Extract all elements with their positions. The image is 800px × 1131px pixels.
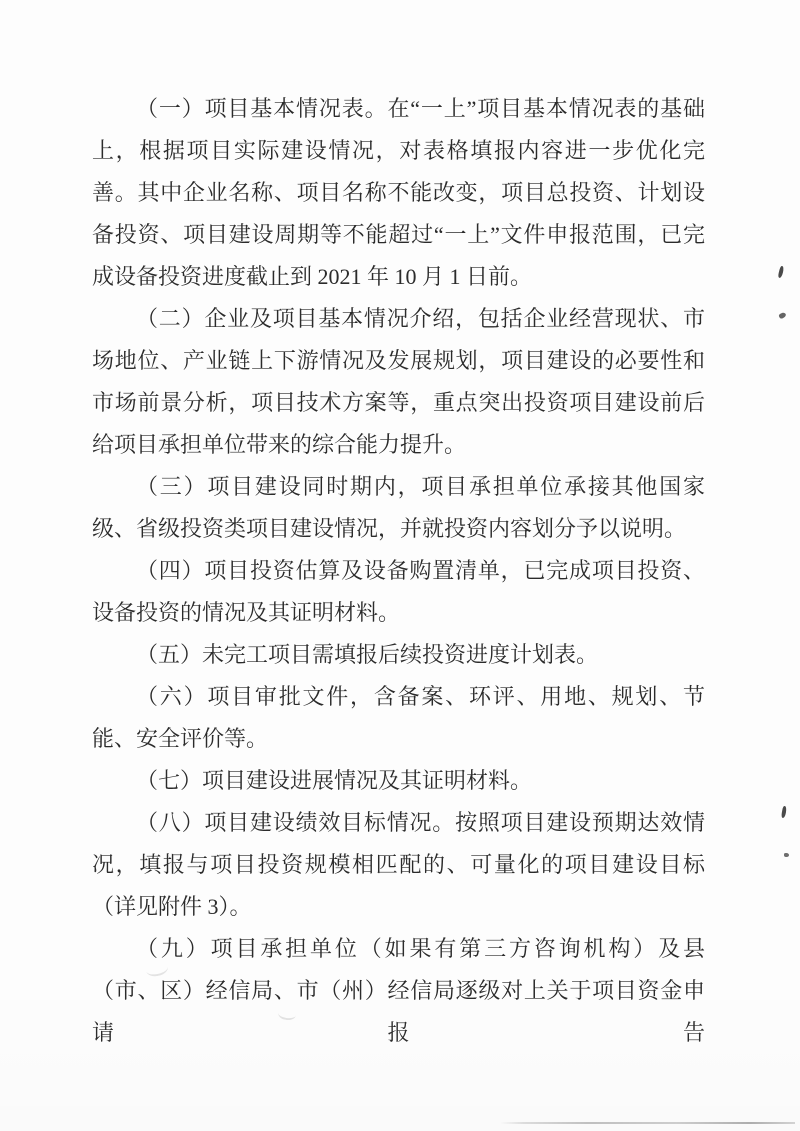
paragraph-item-8: （八）项目建设绩效目标情况。按照项目建设预期达效情况，填报与项目投资规模相匹配的、可量化的项目建设目标（详见附件 3）。	[92, 810, 705, 919]
paragraph-item-2: （二）企业及项目基本情况介绍，包括企业经营现状、市场地位、产业链上下游情况及发展规划，项目建设的必要性和市场前景分析，项目技术方案等，重点突出投资项目建设前后给项目承担单位带来的综合能力提升。	[92, 306, 705, 457]
ink-speck	[778, 312, 787, 320]
paragraph-item-5: （五）未完工项目需填报后续投资进度计划表。	[136, 642, 599, 667]
paragraph-item-7: （七）项目建设进展情况及其证明材料。	[136, 768, 533, 793]
scan-artifact-line	[500, 1122, 795, 1124]
paragraph-item-6: （六）项目审批文件，含备案、环评、用地、规划、节能、安全评价等。	[92, 684, 705, 751]
ink-speck	[781, 806, 787, 819]
ink-speck	[784, 853, 789, 857]
paragraph-item-3: （三）项目建设同时期内，项目承担单位承接其他国家级、省级投资类项目建设情况，并就投资内容划分予以说明。	[92, 474, 705, 541]
paragraph-item-9: （九）项目承担单位（如果有第三方咨询机构）及县（市、区）经信局、市（州）经信局逐级对上关于项目资金申请报告	[92, 936, 705, 1045]
paragraph-item-4: （四）项目投资估算及设备购置清单，已完成项目投资、设备投资的情况及其证明材料。	[92, 558, 705, 625]
paragraph-item-1: （一）项目基本情况表。在“一上”项目基本情况表的基础上，根据项目实际建设情况，对表格填报内容进一步优化完善。其中企业名称、项目名称不能改变，项目总投资、计划设备投资、项目建设周期等不能超过“一上”文件申报范围，已完成设备投资进度截止到 2021 年 10 月 1 日前。	[92, 96, 705, 289]
document-body	[92, 88, 705, 1054]
ink-speck	[778, 266, 785, 279]
